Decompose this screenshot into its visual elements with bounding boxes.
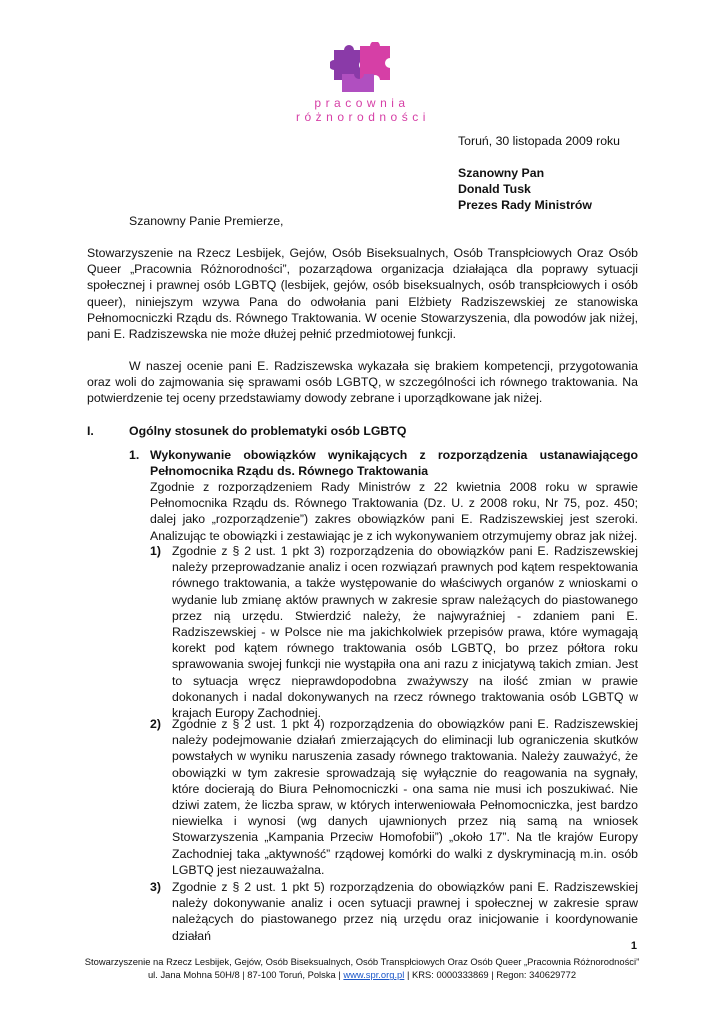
recipient-line-1: Szanowny Pan — [458, 166, 545, 180]
footer-address: ul. Jana Mohna 50H/8 | 87-100 Toruń, Polska | — [147, 969, 341, 980]
paragraph-intro: Stowarzyszenie na Rzecz Lesbijek, Gejów, Osób Biseksualnych, Osób Transpłciowych Oraz Osób Queer „Pracownia Różnorodności”, pozarządowa organizacja działająca dla poprawy sytuacji społecznej i prawnej osób LGBTQ (lesbijek, gejów, osób biseksualnych, osób transpłciowych i osób queer), niniejszym wzywa Pana do odwołania pani Elżbiety Radziszewskiej ze stanowiska Pełnomocniczki Rządu ds. Równego Traktowania. W ocenie Stowarzyszenia, dla powodów jak niżej, pani E. Radziszewska nie może dłużej pełnić przedmiotowej funkcji. — [87, 246, 638, 342]
footer-organization: Stowarzyszenie na Rzecz Lesbijek, Gejów, Osób Biseksualnych, Osób Transpłciowych Oraz Osób Queer „Pracownia Różnorodności” — [84, 956, 640, 967]
logo-text-line2: różnorodności — [296, 110, 430, 124]
footer-registry: | KRS: 0000333869 | Regon: 340629772 — [406, 969, 577, 980]
item-number-2: 2) — [150, 717, 161, 731]
subsection-intro: Zgodnie z rozporządzeniem Rady Ministrów z 22 kwietnia 2008 roku w sprawie Pełnomocnika Rządu ds. Równego Traktowania (Dz. U. z 2008 roku, Nr 75, poz. 450; dalej jako „rozporządzenie”) zakres obowiązków pani E. Radziszewskiej jest szeroki. Analizując te obowiązki i zestawiając je z ich wykonywaniem otrzymujemy obraz jak niżej. — [150, 480, 638, 543]
subsection-title: Wykonywanie obowiązków wynikających z rozporządzenia ustanawiającego Pełnomocnika Rządu ds. Równego Traktowania — [150, 448, 638, 479]
section-number: I. — [87, 424, 94, 438]
footer-website-link[interactable]: www.spr.org.pl — [343, 969, 405, 980]
subsection-number: 1. — [129, 448, 140, 462]
item-number-1: 1) — [150, 544, 161, 558]
section-title: Ogólny stosunek do problematyki osób LGBTQ — [129, 424, 407, 438]
paragraph-assessment: W naszej ocenie pani E. Radziszewska wykazała się brakiem kompetencji, przygotowania oraz woli do zajmowania się sprawami osób LGBTQ, w szczególności ich równego traktowania. Na potwierdzenie tej oceny przedstawiamy dowody zebrane i uporządkowane jak niżej. — [87, 359, 638, 406]
item-text-3: Zgodnie z § 2 ust. 1 pkt 5) rozporządzenia do obowiązków pani E. Radziszewskiej należy dokonywanie analiz i ocen sytuacji prawnej i społecznej w zakresie spraw należących do piastowanego przez nią urzędu oraz inicjowanie i koordynowanie działań — [172, 880, 638, 943]
recipient-name: Donald Tusk — [458, 182, 531, 196]
recipient-title: Prezes Rady Ministrów — [458, 198, 592, 212]
logo — [296, 42, 428, 124]
item-text-1: Zgodnie z § 2 ust. 1 pkt 3) rozporządzenia do obowiązków pani E. Radziszewskiej należy przeprowadzanie analiz i ocen rozwiązań prawnych pod kątem respektowania równego traktowania, a także występowanie do właściwych organów z wnioskami o wydanie lub zmianę aktów prawnych w zakresie spraw należących do piastowanego przez nią urzędu. Stwierdzić należy, że najwyraźniej - zdaniem pani E. Radziszewskiej - w Polsce nie ma jakichkolwiek przepisów prawa, które wymagają korekt pod kątem równego traktowania osób LGBTQ, bo przez półtora roku sprawowania swojej funkcji nie wystąpiła ona ani razu z inicjatywą takich zmian. Jest to sytuacja wręcz nieprawdopodobna zważywszy na ilość zmian w prawie dokonanych i nadal dokonywanych na rzecz równego traktowania osób LGBTQ w krajach Europy Zachodniej. — [172, 544, 638, 721]
item-text-2: Zgodnie z § 2 ust. 1 pkt 4) rozporządzenia do obowiązków pani E. Radziszewskiej należy podejmowanie działań zmierzających do eliminacji lub ograniczenia skutków powstałych w wyniku naruszenia zasady równego traktowania. Należy zauważyć, że obowiązki w tym zakresie sprowadzają się wyłącznie do reagowania na sygnały, które docierają do Biura Pełnomocniczki - ona sama nie musi ich poszukiwać. Nie dziwi zatem, że liczba spraw, w których interweniowała Pełnomocniczka, jest bardzo niewielka i wynosi (wg danych ujawnionych przez nią samą na wniosek Stowarzyszenia „Kampania Przeciw Homofobii”) „około 17”. Na tle krajów Europy Zachodniej taka „aktywność” rządowej komórki do walki z dyskryminacją m.in. osób LGBTQ jest niezauważalna. — [172, 717, 638, 877]
puzzle-logo-icon — [330, 42, 394, 96]
salutation: Szanowny Panie Premierze, — [129, 214, 284, 228]
page-number: 1 — [630, 940, 637, 952]
footer-contact — [0, 968, 724, 981]
letter-date: Toruń, 30 listopada 2009 roku — [458, 134, 621, 148]
logo-text-line1: pracownia — [314, 96, 410, 110]
item-number-3: 3) — [150, 880, 161, 894]
